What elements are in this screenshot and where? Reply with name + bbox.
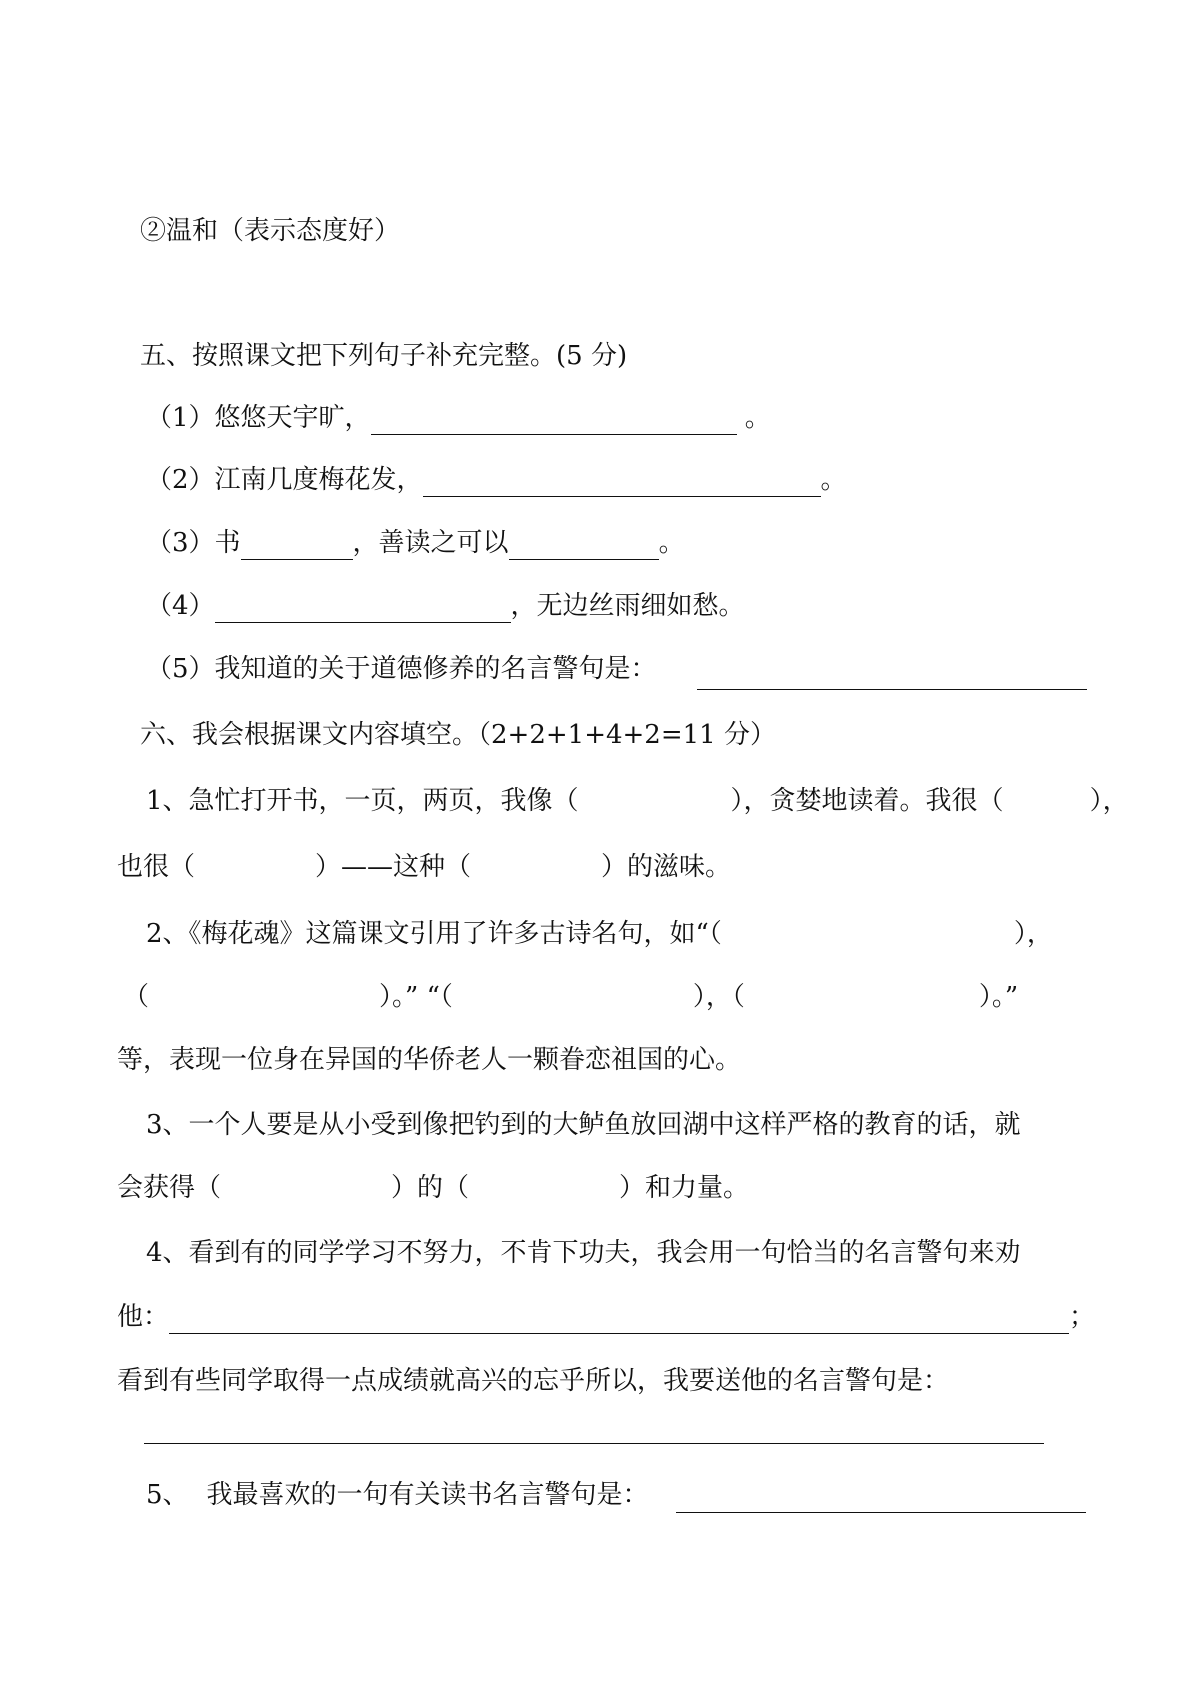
- s6-q1-text-c: ），: [1089, 786, 1129, 816]
- s6-q5-text: 我最喜欢的一句有关读书名言警句是：: [206, 1480, 649, 1510]
- s5-q5-blank[interactable]: [697, 689, 1087, 690]
- s6-q5-blank[interactable]: [676, 1512, 1086, 1513]
- s6-q5-num: 5、: [146, 1480, 189, 1510]
- s6-q3-text-c: ）的（: [391, 1173, 470, 1203]
- s6-q1-text-a: 1、急忙打开书，一页，两页，我像（: [146, 786, 579, 816]
- s6-q2-line1: [146, 917, 1053, 951]
- s6-q3-line1: 3、一个人要是从小受到像把钓到的大鲈鱼放回湖中这样严格的教育的话，就: [146, 1110, 1021, 1140]
- section6-title: 六、我会根据课文内容填空。（2+2+1+4+2=11 分）: [140, 720, 776, 750]
- s5-q1-text: （1）悠悠天宇旷，: [146, 403, 371, 433]
- s5-q3-text: （3）书: [146, 528, 241, 558]
- s5-q2-end: 。: [820, 465, 847, 495]
- s6-q1-line2: [117, 850, 731, 884]
- s6-q2-text-b: ），: [1013, 919, 1053, 949]
- s5-q4: [146, 589, 745, 623]
- s6-q2-line3: 等，表现一位身在异国的华侨老人一颗眷恋祖国的心。: [117, 1045, 742, 1075]
- s6-q5: [146, 1478, 649, 1512]
- s6-q1-line1: [146, 784, 1129, 818]
- s6-q1-text-d: 也很（: [117, 852, 196, 882]
- s6-q4-blank-1[interactable]: [169, 1307, 1069, 1334]
- s6-q2-text-a: 2、《梅花魂》这篇课文引用了许多古诗名句，如“（: [146, 919, 722, 949]
- s6-q3-text-d: ）和力量。: [619, 1173, 750, 1203]
- s6-q4-line3: 看到有些同学取得一点成绩就高兴的忘乎所以，我要送他的名言警句是：: [117, 1366, 950, 1396]
- s5-q1: [146, 401, 771, 435]
- s5-q1-end: 。: [736, 403, 771, 433]
- s6-q2-text-d: ）。” “（: [379, 982, 453, 1012]
- s6-q2-text-c: （: [123, 982, 150, 1012]
- section5-title: 五、按照课文把下列句子补充完整。(5 分): [140, 341, 628, 371]
- s6-q2-text-e: ），（: [692, 982, 745, 1012]
- s5-q3-blank-2[interactable]: [509, 533, 659, 560]
- s6-q3-line2: [117, 1171, 749, 1205]
- s5-q3: [146, 526, 685, 560]
- s5-q5-text: （5）我知道的关于道德修养的名言警句是：: [146, 654, 657, 684]
- s6-q4-blank-2[interactable]: [144, 1443, 1044, 1444]
- s5-q3-blank-1[interactable]: [241, 533, 353, 560]
- s5-q1-blank[interactable]: [371, 408, 737, 435]
- s5-q4-end: ，无边丝雨细如愁。: [510, 591, 745, 621]
- s5-q4-blank[interactable]: [215, 596, 511, 623]
- s6-q1-text-e: ）——这种（: [315, 852, 472, 882]
- s5-q5: [146, 652, 657, 686]
- s6-q4-line1: 4、看到有的同学学习不努力，不肯下功夫，我会用一句恰当的名言警句来劝: [146, 1238, 1021, 1268]
- s6-q4-text-b: 他：: [117, 1302, 170, 1332]
- item-wenhe: ②温和（表示态度好）: [140, 216, 401, 246]
- s6-q1-text-b: ），贪婪地读着。我很（: [730, 786, 1004, 816]
- s6-q2-text-f: ）。”: [978, 982, 1019, 1012]
- s6-q2-line2: [123, 980, 1018, 1014]
- s5-q2-text: （2）江南几度梅花发，: [146, 465, 423, 495]
- s5-q2-blank[interactable]: [423, 470, 821, 497]
- s5-q2: [146, 463, 847, 497]
- s6-q3-text-b: 会获得（: [117, 1173, 222, 1203]
- s6-q4-line2: [117, 1300, 1095, 1334]
- s6-q1-text-f: ）的滋味。: [601, 852, 732, 882]
- s5-q3-mid: ，善读之可以: [352, 528, 509, 558]
- s5-q4-text: （4）: [146, 591, 215, 621]
- s6-q4-text-c: ；: [1069, 1302, 1096, 1332]
- s5-q3-end: 。: [658, 528, 685, 558]
